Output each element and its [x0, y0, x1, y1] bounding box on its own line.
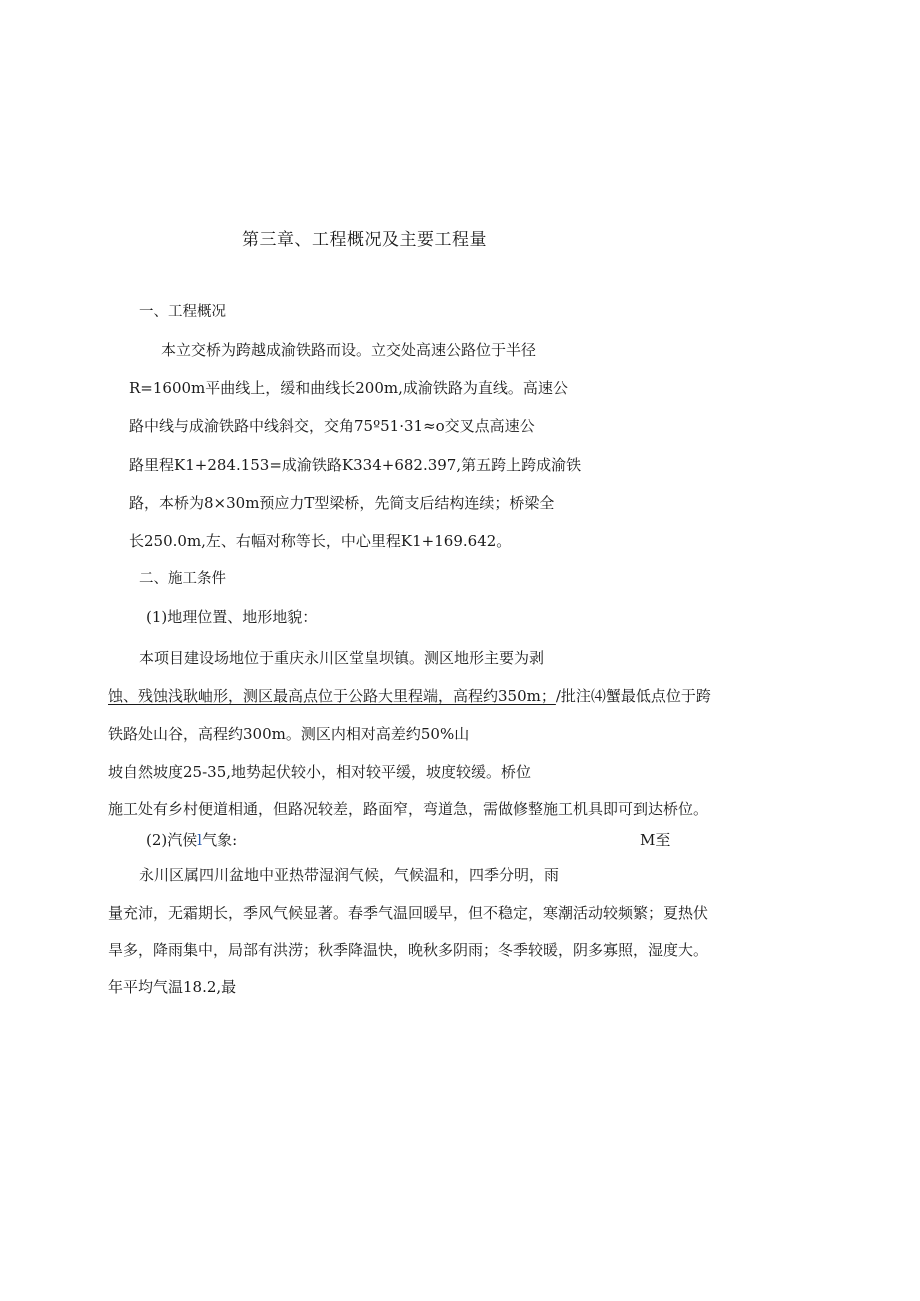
chapter-title: 第三章、工程概况及主要工程量 [242, 230, 487, 250]
subheading-climate [146, 830, 237, 850]
geography-line-2 [108, 686, 711, 706]
climate-line-3: 旱多，降雨集中，局部有洪涝；秋季降温快，晚秋多阴雨；冬季较暖，阴多寡照，湿度大。 [108, 941, 709, 959]
section-heading-overview: 一、工程概况 [139, 304, 226, 320]
overview-line-5: 路，本桥为8×30m预应力T型梁桥，先简支后结构连续；桥梁全 [129, 494, 555, 512]
geography-line-3: 铁路处山谷，高程约300m。测区内相对高差约50%山 [108, 725, 470, 743]
annotation-text: /批注⑷蟹最低点位于跨 [555, 687, 711, 705]
underlined-text-b: 测区最高点位于公路大里程端，高程约350m； [243, 687, 556, 705]
subheading-climate-a: (2)汽侯 [146, 831, 198, 849]
climate-line-2: 量充沛，无霜期长，季风气候显著。春季气温回暖早，但不稳定，寒潮活动较频繁；夏热伏 [108, 904, 709, 922]
overview-line-6: 长250.0m,左、右幅对称等长，中心里程K1+169.642。 [129, 532, 512, 550]
geography-line-4: 坡自然坡度25-35,地势起伏较小，相对较平缓，坡度较缓。桥位 [108, 763, 532, 781]
subheading-climate-c: 气象: [202, 831, 238, 849]
geography-line-1: 本项目建设场地位于重庆永川区堂皇坝镇。测区地形主要为剥 [139, 649, 545, 667]
margin-note: M至 [640, 831, 671, 849]
climate-line-1: 永川区属四川盆地中亚热带湿润气候，气候温和，四季分明，雨 [139, 866, 560, 884]
subheading-climate-mark: l [197, 831, 203, 849]
overview-line-2: R=1600m平曲线上，缓和曲线长200m,成渝铁路为直线。高速公 [129, 379, 568, 397]
overview-line-1: 本立交桥为跨越成渝铁路而设。立交处高速公路位于半径 [161, 341, 537, 359]
section-heading-conditions: 二、施工条件 [139, 571, 226, 587]
climate-line-4: 年平均气温18.2,最 [108, 978, 237, 996]
underlined-text-a: 蚀、残蚀浅耿岫形， [108, 687, 244, 705]
subheading-geography: (1)地理位置、地形地貌： [146, 608, 318, 626]
overview-line-4: 路里程K1+284.153=成渝铁路K334+682.397,第五跨上跨成渝铁 [129, 456, 582, 474]
overview-line-3: 路中线与成渝铁路中线斜交，交角75º51·31≈o交叉点高速公 [129, 417, 535, 435]
geography-line-5: 施工处有乡村便道相通，但路况较差，路面窄，弯道急，需做修整施工机具即可到达桥位。 [108, 800, 709, 818]
